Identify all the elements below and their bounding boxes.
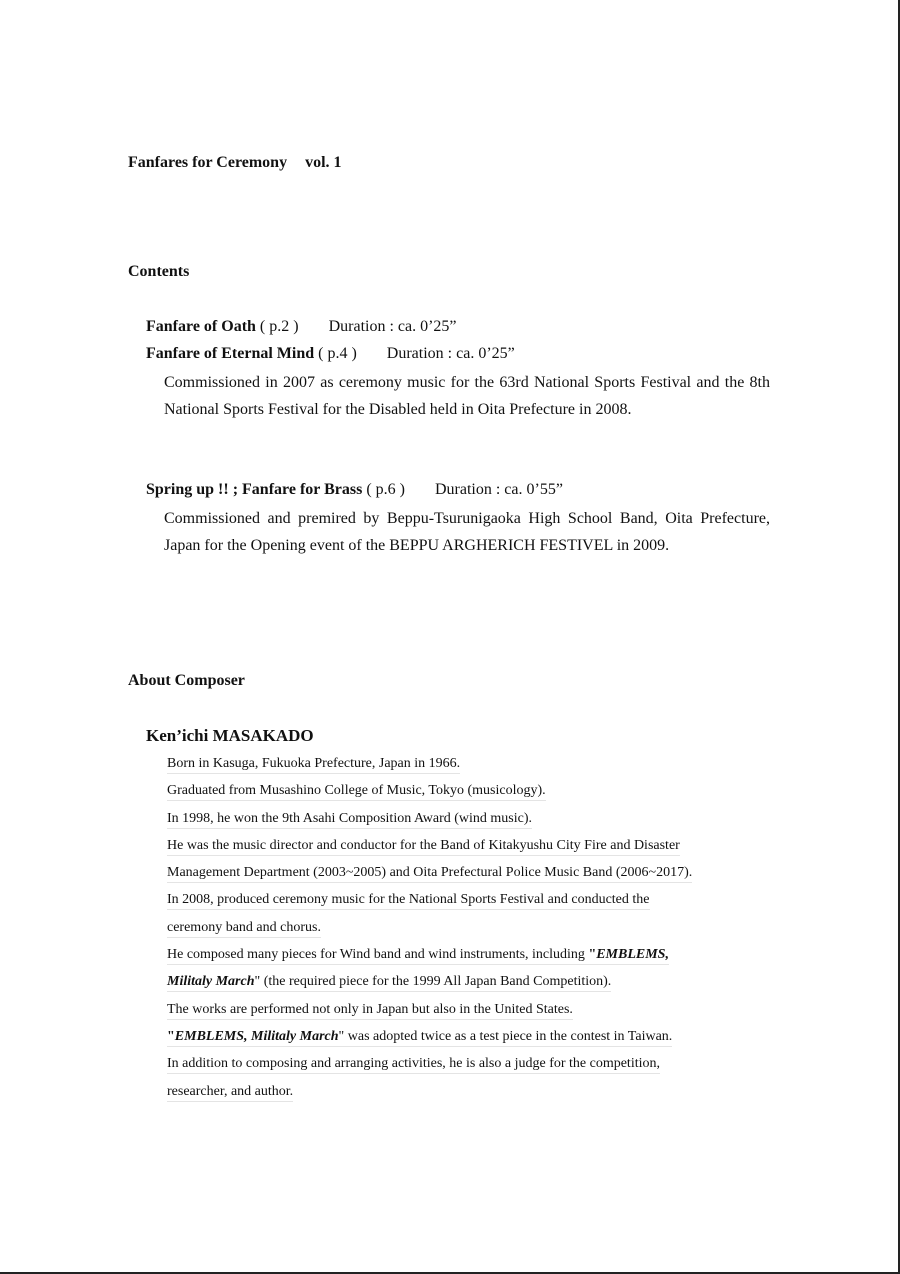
bio-line: Graduated from Musashino College of Music, Tokyo (musicology).	[167, 777, 767, 804]
item-page: ( p.2 )	[259, 318, 299, 335]
bio-line: Militaly March" (the required piece for the 1999 All Japan Band Competition).	[167, 968, 767, 995]
item-duration: Duration : ca. 0’55”	[434, 481, 563, 498]
bio-line: researcher, and author.	[167, 1078, 767, 1105]
composer-name: Ken’ichi MASAKADO	[146, 726, 314, 745]
composer-bio	[167, 750, 767, 1105]
about-heading: About Composer	[128, 672, 245, 689]
item-name: Spring up !! ; Fanfare for Brass	[146, 481, 363, 498]
item-duration: Duration : ca. 0’25”	[328, 318, 457, 335]
work-title: EMBLEMS,	[596, 947, 669, 963]
item-duration: Duration : ca. 0’25”	[386, 345, 515, 362]
contents-item-2	[146, 345, 515, 363]
title-text: Fanfares for Ceremony	[128, 154, 288, 171]
contents-heading: Contents	[128, 263, 190, 280]
volume-label: vol. 1	[305, 154, 342, 171]
bio-line: "EMBLEMS, Militaly March" was adopted twice as a test piece in the contest in Taiwan.	[167, 1023, 767, 1050]
work-title: Militaly March	[167, 974, 255, 990]
bio-line: In 2008, produced ceremony music for the National Sports Festival and conducted the	[167, 886, 767, 913]
item-page: ( p.4 )	[318, 345, 357, 362]
bio-line: Management Department (2003~2005) and Oita Prefectural Police Music Band (2006~2017).	[167, 859, 767, 886]
bio-line: Born in Kasuga, Fukuoka Prefecture, Japan in 1966.	[167, 750, 767, 777]
item-description-2: Commissioned and premired by Beppu-Tsurunigaoka High School Band, Oita Prefecture, Japan for the Opening event of the BEPPU ARGHERICH FESTIVEL in 2009.	[164, 510, 770, 555]
bio-line: ceremony band and chorus.	[167, 914, 767, 941]
item-name: Fanfare of Eternal Mind	[146, 345, 315, 362]
document-title	[128, 154, 342, 172]
work-title: EMBLEMS, Militaly March	[174, 1028, 339, 1044]
contents-item-1	[146, 318, 457, 336]
bio-line: The works are performed not only in Japan but also in the United States.	[167, 996, 767, 1023]
bio-line: He composed many pieces for Wind band and wind instruments, including "EMBLEMS,	[167, 941, 767, 968]
item-description-1: Commissioned in 2007 as ceremony music for the 63rd National Sports Festival and the 8th National Sports Festival for the Disabled held in Oita Prefecture in 2008.	[164, 374, 770, 419]
contents-item-3	[146, 481, 563, 499]
bio-line: In 1998, he won the 9th Asahi Composition Award (wind music).	[167, 805, 767, 832]
item-name: Fanfare of Oath	[146, 318, 256, 335]
bio-line: In addition to composing and arranging activities, he is also a judge for the competition,	[167, 1050, 767, 1077]
item-page: ( p.6 )	[366, 481, 405, 498]
bio-line: He was the music director and conductor for the Band of Kitakyushu City Fire and Disaster	[167, 832, 767, 859]
